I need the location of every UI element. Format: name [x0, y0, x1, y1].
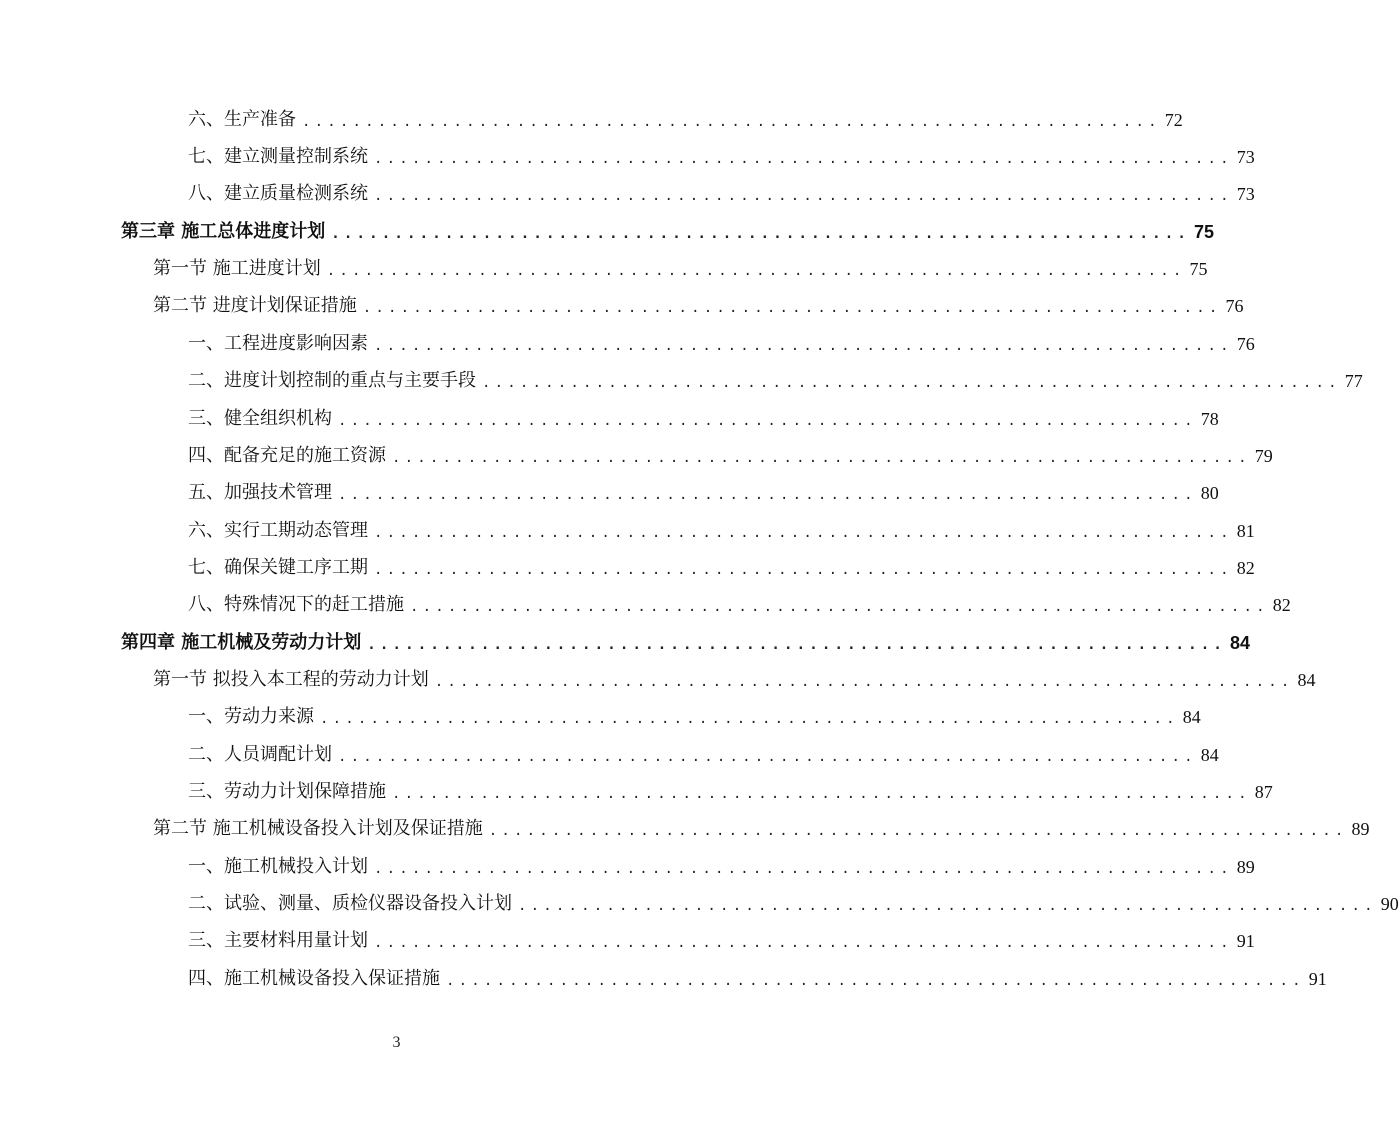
toc-entry-title: 第二节 施工机械设备投入计划及保证措施 — [153, 818, 483, 839]
toc-dot-leader: .................................................................... — [302, 114, 1161, 130]
toc-dot-leader: .................................................................... — [338, 487, 1197, 503]
toc-dot-leader: .................................................................... — [374, 525, 1233, 541]
toc-entry-page: 80 — [1200, 483, 1219, 503]
toc-entry-page: 84 — [1230, 633, 1251, 653]
toc-entry[interactable] — [188, 400, 1219, 430]
toc-dot-leader: .................................................................... — [518, 898, 1377, 914]
toc-entry-page: 81 — [1236, 521, 1255, 541]
toc-dot-leader: .................................................................... — [434, 674, 1294, 690]
toc-entry[interactable] — [188, 325, 1255, 355]
toc-entry-page: 84 — [1297, 670, 1316, 690]
toc-entry-title: 第二节 进度计划保证措施 — [153, 295, 357, 316]
toc-dot-leader: .................................................................... — [392, 450, 1251, 466]
toc-entry-title: 八、建立质量检测系统 — [188, 183, 368, 204]
toc-dot-leader: .................................................................... — [326, 263, 1186, 279]
toc-entry-page: 91 — [1236, 931, 1255, 951]
toc-entry-title: 二、人员调配计划 — [188, 744, 332, 765]
toc-chapter-entry[interactable] — [121, 624, 1251, 654]
toc-entry-page: 82 — [1236, 558, 1255, 578]
toc-dot-leader: .................................................................... — [320, 711, 1179, 727]
toc-entry-page: 73 — [1236, 147, 1255, 167]
toc-entry[interactable] — [188, 773, 1273, 803]
toc-section-entry[interactable] — [153, 810, 1370, 840]
toc-entry-title: 六、生产准备 — [188, 109, 296, 130]
toc-entry-page: 72 — [1164, 110, 1183, 130]
toc-entry-title: 二、试验、测量、质检仪器设备投入计划 — [188, 893, 512, 914]
toc-entry-page: 75 — [1194, 222, 1215, 242]
toc-dot-leader: .................................................................... — [367, 637, 1227, 653]
toc-entry[interactable] — [188, 437, 1273, 467]
page-number: 3 — [392, 1034, 401, 1051]
toc-dot-leader: .................................................................... — [338, 749, 1197, 765]
toc-dot-leader: .................................................................... — [374, 338, 1233, 354]
toc-entry-title: 三、健全组织机构 — [188, 408, 332, 429]
toc-entry-page: 90 — [1380, 894, 1399, 914]
toc-entry-page: 89 — [1351, 819, 1370, 839]
toc-entry[interactable] — [188, 922, 1255, 952]
toc-entry-page: 82 — [1272, 595, 1291, 615]
toc-dot-leader: .................................................................... — [331, 226, 1191, 242]
toc-entry-title: 三、劳动力计划保障措施 — [188, 781, 386, 802]
toc-entry-page: 78 — [1200, 409, 1219, 429]
toc-entry-title: 八、特殊情况下的赶工措施 — [188, 594, 404, 615]
toc-entry-page: 84 — [1200, 745, 1219, 765]
toc-dot-leader: .................................................................... — [482, 375, 1341, 391]
toc-entry[interactable] — [188, 960, 1327, 990]
toc-dot-leader: .................................................................... — [374, 935, 1233, 951]
toc-dot-leader: .................................................................... — [362, 300, 1222, 316]
toc-entry-page: 79 — [1254, 446, 1273, 466]
toc-section-entry[interactable] — [153, 250, 1208, 280]
toc-entry-page: 87 — [1254, 782, 1273, 802]
toc-entry[interactable] — [188, 885, 1399, 915]
toc-entry-title: 七、确保关键工序工期 — [188, 557, 368, 578]
toc-entry-title: 七、建立测量控制系统 — [188, 146, 368, 167]
toc-dot-leader: .................................................................... — [374, 151, 1233, 167]
toc-entry-title: 四、施工机械设备投入保证措施 — [188, 968, 440, 989]
toc-chapter-entry[interactable] — [121, 213, 1215, 243]
toc-dot-leader: .................................................................... — [374, 188, 1233, 204]
toc-entry-title: 一、劳动力来源 — [188, 706, 314, 727]
toc-entry[interactable] — [188, 848, 1255, 878]
toc-entry[interactable] — [188, 362, 1363, 392]
toc-entry-title: 一、施工机械投入计划 — [188, 856, 368, 877]
toc-entry-title: 一、工程进度影响因素 — [188, 333, 368, 354]
toc-dot-leader: .................................................................... — [392, 786, 1251, 802]
toc-entry-title: 五、加强技术管理 — [188, 482, 332, 503]
toc-dot-leader: .................................................................... — [374, 562, 1233, 578]
toc-entry-title: 四、配备充足的施工资源 — [188, 445, 386, 466]
toc-section-entry[interactable] — [153, 287, 1244, 317]
toc-entry[interactable] — [188, 474, 1219, 504]
toc-entry[interactable] — [188, 736, 1219, 766]
toc-entry-page: 75 — [1189, 259, 1208, 279]
toc-entry[interactable] — [188, 698, 1201, 728]
toc-entry-page: 84 — [1182, 707, 1201, 727]
toc-entry-page: 91 — [1308, 969, 1327, 989]
toc-entry[interactable] — [188, 512, 1255, 542]
toc-entry[interactable] — [188, 586, 1291, 616]
toc-section-entry[interactable] — [153, 661, 1316, 691]
toc-entry-page: 76 — [1236, 334, 1255, 354]
toc-dot-leader: .................................................................... — [488, 823, 1348, 839]
toc-entry-title: 六、实行工期动态管理 — [188, 520, 368, 541]
toc-entry-page: 89 — [1236, 857, 1255, 877]
toc-entry[interactable] — [188, 549, 1255, 579]
toc-entry-page: 77 — [1344, 371, 1363, 391]
toc-entry-title: 第一节 拟投入本工程的劳动力计划 — [153, 669, 429, 690]
toc-entry[interactable] — [188, 175, 1255, 205]
toc-entry-page: 73 — [1236, 184, 1255, 204]
toc-dot-leader: .................................................................... — [374, 861, 1233, 877]
toc-entry-title: 第四章 施工机械及劳动力计划 — [121, 632, 362, 653]
toc-dot-leader: .................................................................... — [338, 413, 1197, 429]
toc-entry-title: 第三章 施工总体进度计划 — [121, 221, 326, 242]
toc-entry[interactable] — [188, 101, 1183, 131]
toc-entry-title: 第一节 施工进度计划 — [153, 258, 321, 279]
toc-entry-title: 二、进度计划控制的重点与主要手段 — [188, 370, 476, 391]
toc-dot-leader: .................................................................... — [446, 973, 1305, 989]
toc-entry-page: 76 — [1225, 296, 1244, 316]
toc-dot-leader: .................................................................... — [410, 599, 1269, 615]
toc-entry-title: 三、主要材料用量计划 — [188, 930, 368, 951]
toc-entry[interactable] — [188, 138, 1255, 168]
